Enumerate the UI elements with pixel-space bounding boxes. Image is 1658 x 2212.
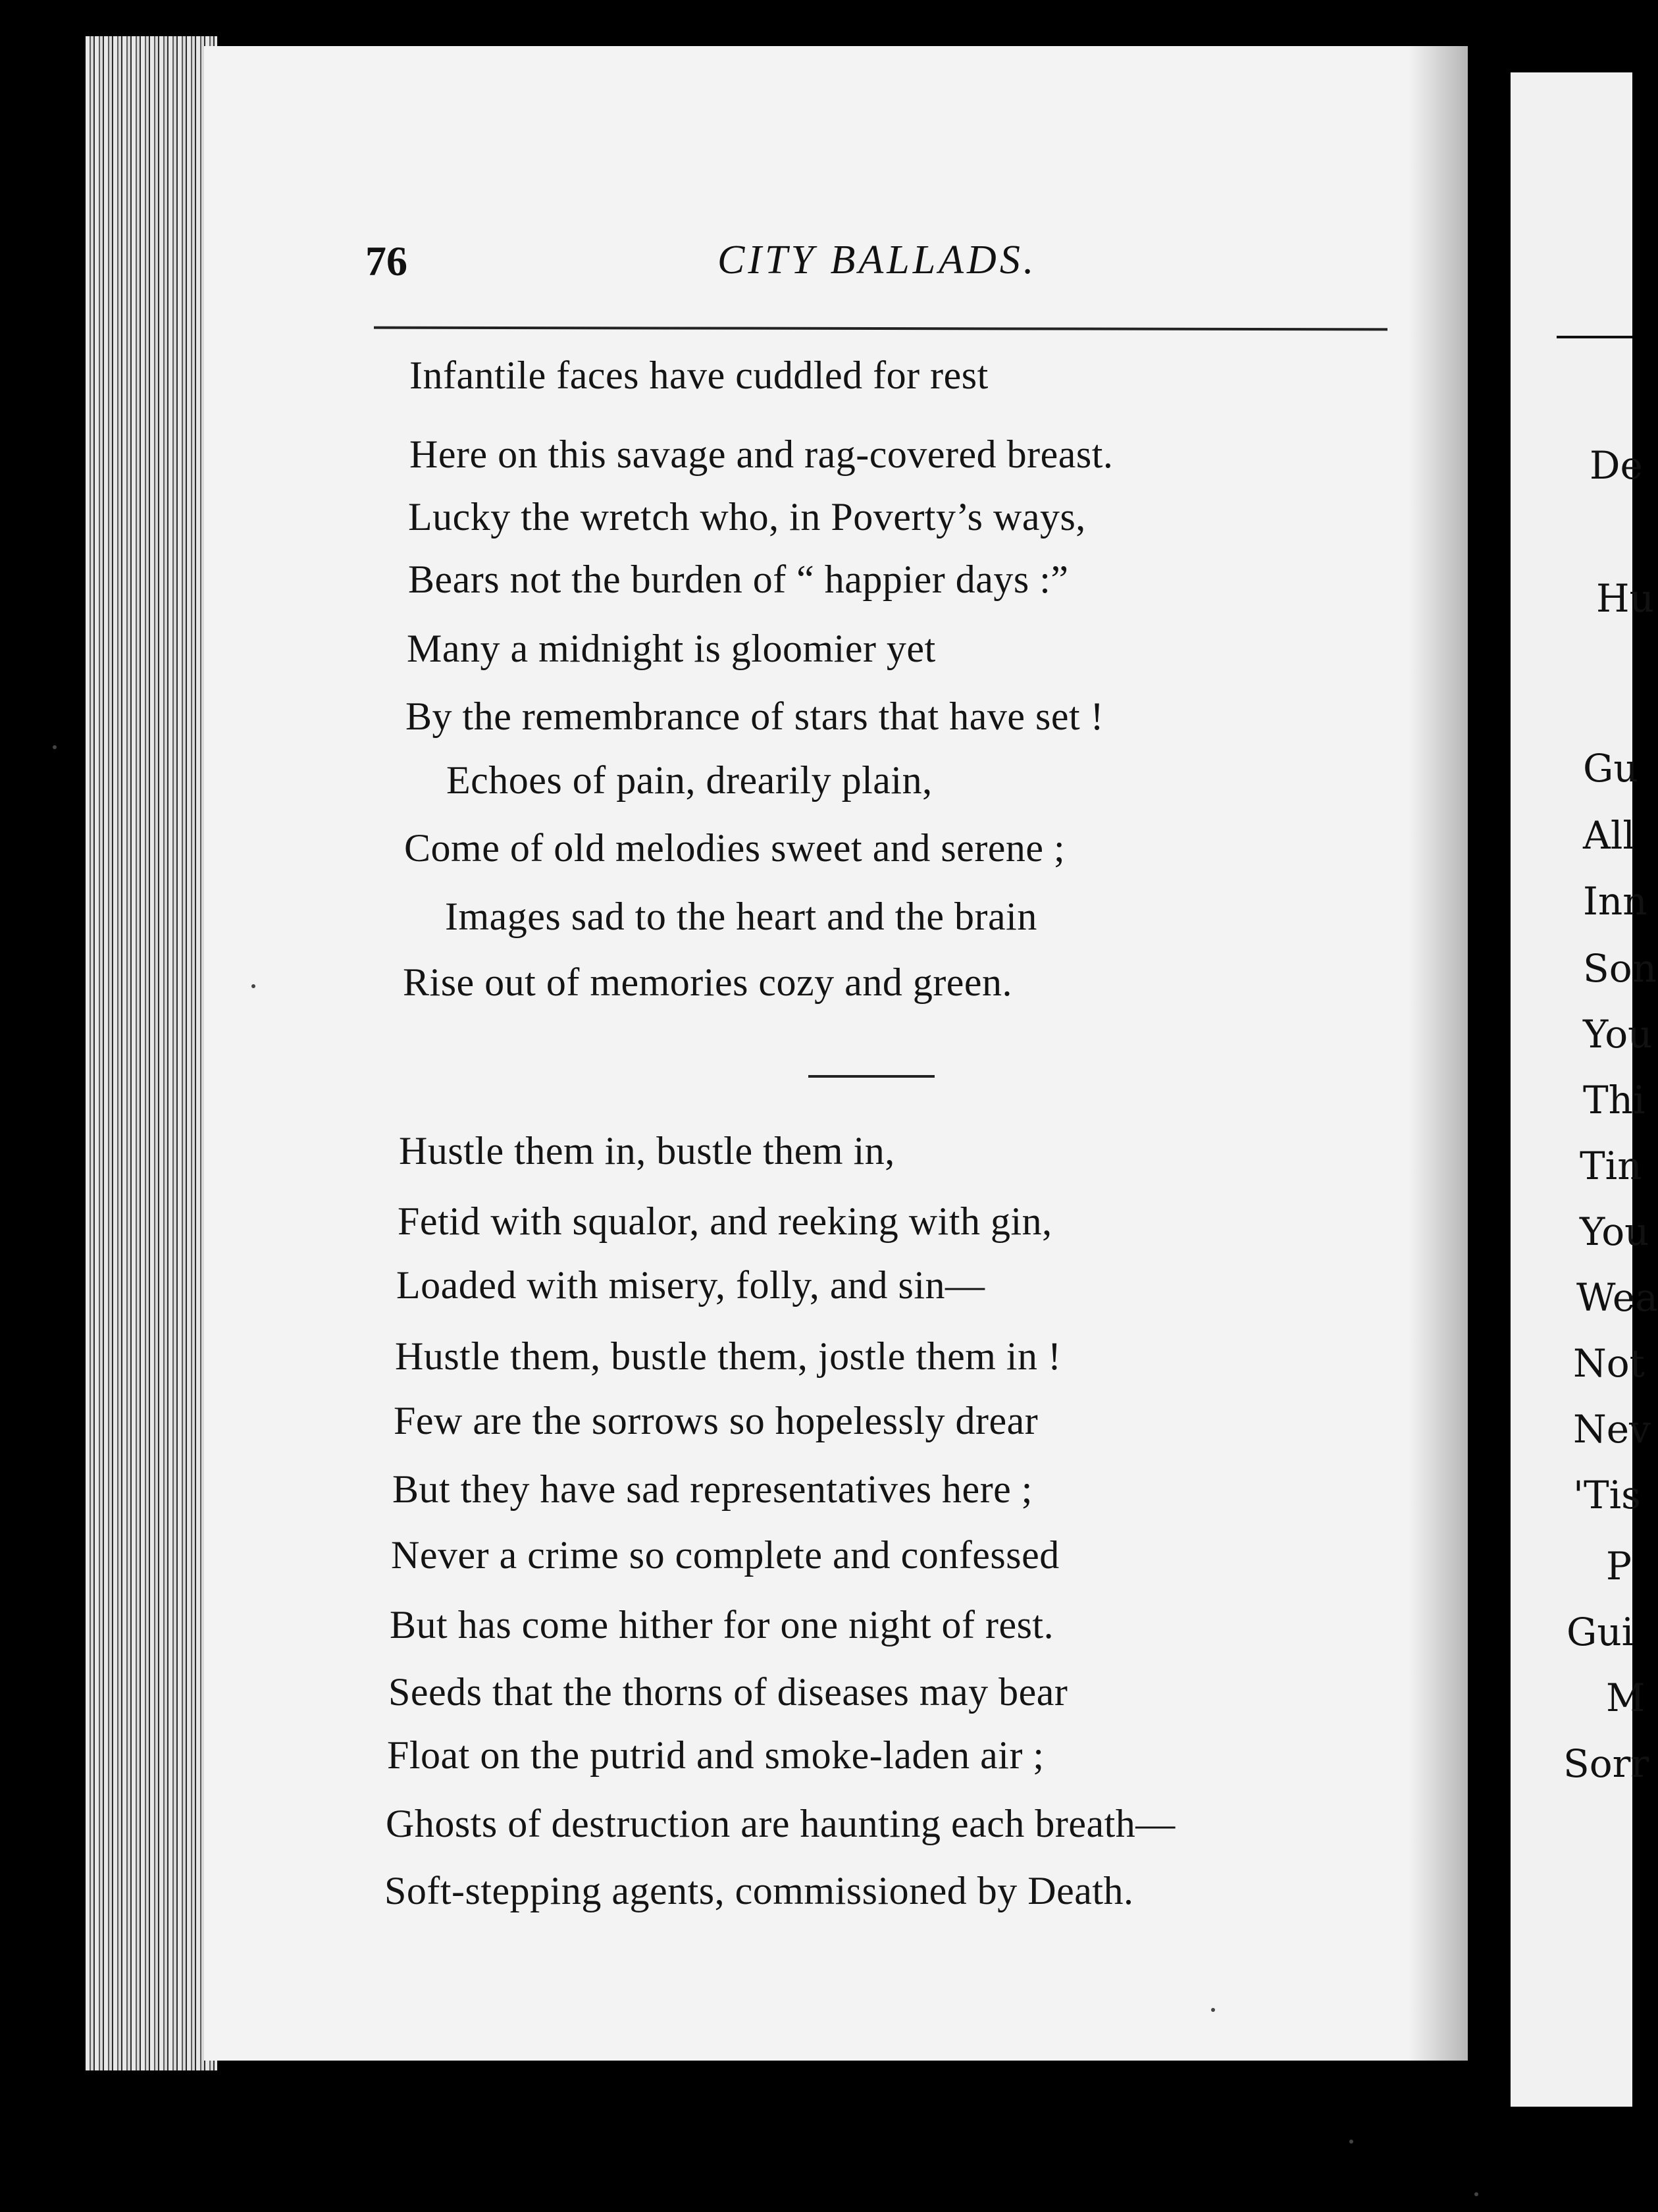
facing-fragment: Not	[1573, 1341, 1645, 1386]
verse-line: Come of old melodies sweet and serene ;	[404, 826, 1066, 870]
facing-page	[1511, 72, 1658, 2107]
verse-line: Many a midnight is gloomier yet	[407, 627, 936, 670]
facing-fragment: Inn	[1583, 879, 1647, 924]
facing-fragment: Thi	[1583, 1078, 1645, 1122]
verse-line: But they have sad representatives here ;	[392, 1467, 1033, 1511]
paper-speck	[1349, 2140, 1353, 2144]
paper-speck	[1474, 2192, 1478, 2196]
verse-line: Rise out of memories cozy and green.	[403, 961, 1013, 1004]
verse-line: Hustle them, bustle them, jostle them in !	[395, 1334, 1062, 1378]
verse-line: Lucky the wretch who, in Poverty’s ways,	[408, 495, 1086, 539]
facing-fragment: M	[1606, 1675, 1645, 1720]
facing-page-fragments	[1511, 72, 1658, 2107]
stanza-divider	[808, 1075, 935, 1078]
verse-line: Echoes of pain, drearily plain,	[446, 758, 933, 802]
facing-fragment: Gu	[1583, 746, 1638, 791]
facing-fragment: De	[1590, 443, 1643, 488]
verse-line: Infantile faces have cuddled for rest	[409, 354, 989, 397]
facing-fragment: You	[1583, 1012, 1653, 1057]
facing-fragment: P	[1606, 1544, 1632, 1589]
facing-fragment: Sorr	[1563, 1741, 1649, 1786]
facing-fragment: Gui	[1567, 1610, 1634, 1654]
verse-line: Soft-stepping agents, commissioned by Death.	[384, 1869, 1134, 1912]
verse-line: Fetid with squalor, and reeking with gin,	[398, 1199, 1052, 1243]
page-header	[365, 237, 1386, 296]
verse-line: Few are the sorrows so hopelessly drear	[394, 1399, 1039, 1442]
verse-line: Here on this savage and rag-covered breast.	[409, 433, 1114, 476]
paper-speck	[53, 745, 57, 749]
running-title: CITY BALLADS.	[717, 238, 1037, 282]
verse-line: Loaded with misery, folly, and sin—	[396, 1263, 985, 1307]
verse-line: Ghosts of destruction are haunting each breath—	[386, 1802, 1176, 1845]
gutter-shadow	[1409, 46, 1468, 2061]
verse-line: But has come hither for one night of rest.	[390, 1603, 1054, 1646]
verse-line: Images sad to the heart and the brain	[445, 895, 1037, 938]
verse-line: Bears not the burden of “ happier days :”	[408, 558, 1069, 601]
facing-fragment: You	[1580, 1209, 1649, 1254]
verse-line: By the remembrance of stars that have set !	[405, 695, 1104, 738]
paper-speck	[251, 984, 255, 988]
page-edges	[86, 36, 217, 2070]
facing-fragment: All	[1583, 813, 1635, 858]
verse-line: Hustle them in, bustle them in,	[399, 1129, 895, 1172]
facing-fragment: Hu	[1596, 576, 1654, 621]
facing-fragment: Son	[1583, 946, 1657, 991]
paper-speck	[1211, 2008, 1215, 2012]
facing-fragment: Wea	[1576, 1275, 1658, 1320]
page-number: 76	[365, 238, 407, 284]
verse-line: Seeds that the thorns of diseases may bear	[388, 1670, 1068, 1714]
facing-fragment: Nev	[1573, 1407, 1651, 1452]
facing-fragment: Tin	[1580, 1144, 1642, 1188]
verse-line: Never a crime so complete and confessed	[391, 1533, 1060, 1577]
verse-line: Float on the putrid and smoke-laden air ;	[387, 1733, 1045, 1777]
facing-fragment: 'Tis	[1573, 1473, 1641, 1517]
